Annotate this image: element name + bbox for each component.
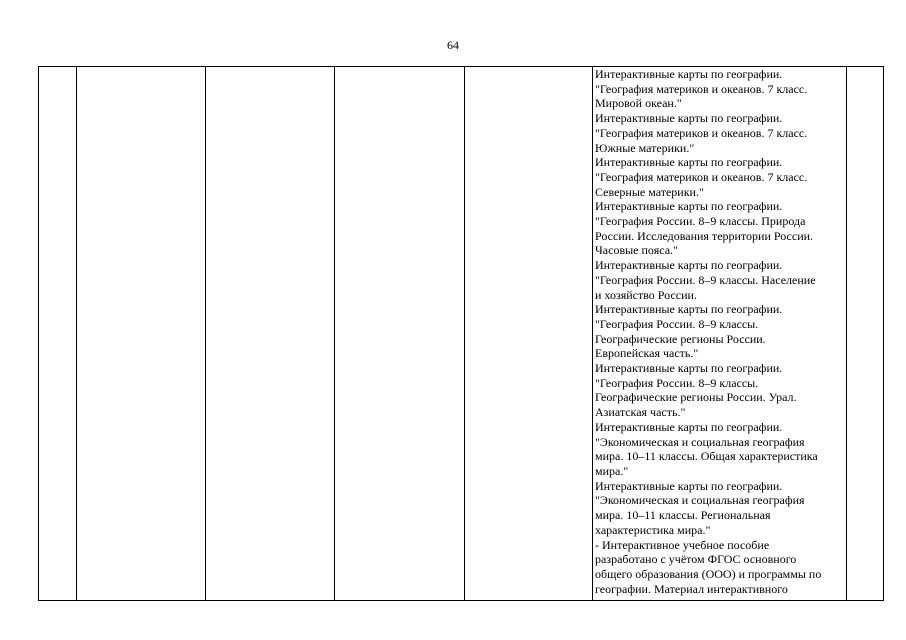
cell-text-line: Интерактивные карты по географии. xyxy=(595,302,783,317)
table-column-divider xyxy=(334,67,335,600)
cell-text-line: разработано с учётом ФГОС основного xyxy=(595,552,797,567)
table-column-divider xyxy=(592,67,593,600)
cell-text-line: и хозяйство России. xyxy=(595,287,697,302)
cell-text-line: Интерактивные карты по географии. xyxy=(595,361,783,376)
table-column-divider xyxy=(464,67,465,600)
cell-text-line: Южные материки." xyxy=(595,140,695,155)
cell-text-line: Мировой океан." xyxy=(595,96,682,111)
cell-text-line: Интерактивные карты по географии. xyxy=(595,258,783,273)
cell-text-line: Географические регионы России. xyxy=(595,331,766,346)
page-number: 64 xyxy=(447,38,459,52)
cell-text-line: географии. Материал интерактивного xyxy=(595,581,788,596)
cell-text-line: "Экономическая и социальная география xyxy=(595,493,805,508)
table-column-divider xyxy=(205,67,206,600)
resources-cell xyxy=(594,67,847,600)
cell-text-line: России. Исследования территории России. xyxy=(595,228,814,243)
cell-text-line: общего образования (ООО) и программы по xyxy=(595,566,822,581)
cell-text-line: "География России. 8–9 классы. Природа xyxy=(595,214,806,229)
cell-text-line: мира." xyxy=(595,463,629,478)
cell-text-line: Северные материки." xyxy=(595,184,704,199)
cell-text-line: мира. 10–11 классы. Региональная xyxy=(595,508,771,523)
cell-text-line: Европейская часть." xyxy=(595,346,699,361)
cell-text-line: - Интерактивное учебное пособие xyxy=(595,537,770,552)
cell-text-line: Интерактивные карты по географии. xyxy=(595,199,783,214)
table-column-divider xyxy=(76,67,77,600)
cell-text-line: Интерактивные карты по географии. xyxy=(595,155,783,170)
cell-text-line: "География материков и океанов. 7 класс. xyxy=(595,125,808,140)
cell-text-line: "География России. 8–9 классы. xyxy=(595,375,759,390)
cell-text-line: Интерактивные карты по географии. xyxy=(595,419,783,434)
cell-text-line: Часовые пояса." xyxy=(595,243,678,258)
cell-text-line: Географические регионы России. Урал. xyxy=(595,390,797,405)
cell-text-line: Интерактивные карты по географии. xyxy=(595,111,783,126)
cell-text-line: "География материков и океанов. 7 класс. xyxy=(595,169,808,184)
document-table xyxy=(38,66,884,601)
cell-text-line: "География материков и океанов. 7 класс. xyxy=(595,81,808,96)
cell-text-line: "География России. 8–9 классы. xyxy=(595,316,759,331)
cell-text-line: мира. 10–11 классы. Общая характеристика xyxy=(595,449,818,464)
cell-text-line: Интерактивные карты по географии. xyxy=(595,67,783,81)
cell-text-line: Азиатская часть." xyxy=(595,405,686,420)
cell-text-line: "География России. 8–9 классы. Население xyxy=(595,272,816,287)
cell-text-line: характеристика мира." xyxy=(595,522,711,537)
cell-text-line: Интерактивные карты по географии. xyxy=(595,478,783,493)
cell-text-line: "Экономическая и социальная география xyxy=(595,434,805,449)
